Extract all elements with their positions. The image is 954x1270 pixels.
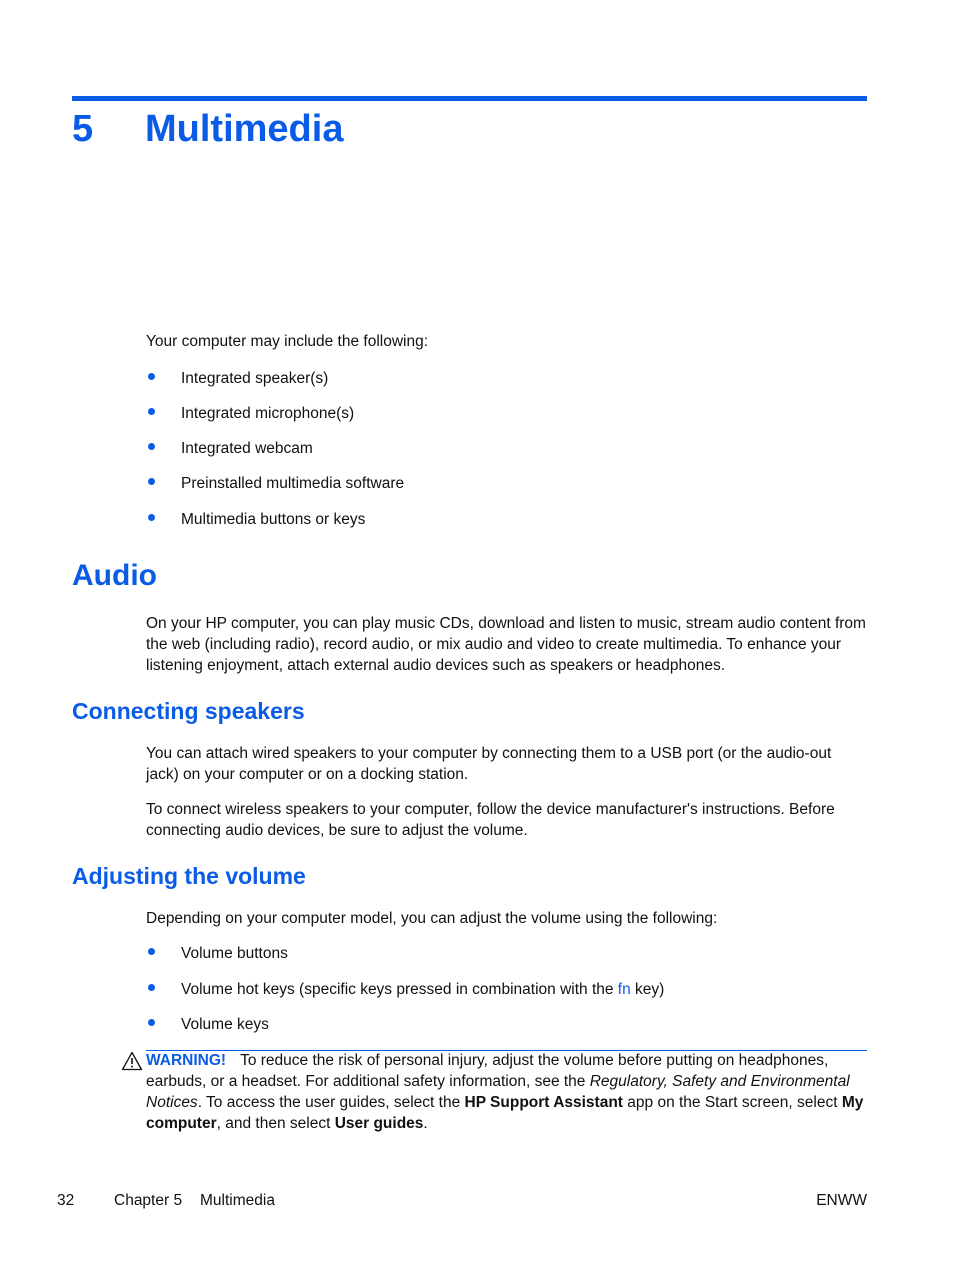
volume-text: Depending on your computer model, you can adjust the volume using the following: [146,910,718,927]
audio-text: On your HP computer, you can play music CDs, download and listen to music, stream audio content from the web (including radio), record audio, or mix audio and video to create multimedia. To enhance your listening enjoyment, attach external audio devices such as speakers or headphones. [146,615,866,674]
warning-label: WARNING! [146,1052,227,1069]
bullet-icon [148,478,155,485]
list-item: Preinstalled multimedia software [146,473,404,494]
adjusting-volume-heading: Adjusting the volume [72,863,306,889]
chapter-title-text: Multimedia [145,108,344,150]
connecting-para-2: To connect wireless speakers to your computer, follow the device manufacturer's instructions. Before connecting audio devices, be sure to adjust the volume. [146,801,835,839]
chapter-rule [72,96,867,101]
bullet-icon [148,514,155,521]
bullet-icon [148,443,155,450]
footer-code: ENWW [816,1192,867,1209]
list-item: Multimedia buttons or keys [146,509,365,530]
page-number: 32 [57,1192,75,1209]
fn-key-reference: fn [617,981,631,998]
chapter-number: 5 [72,108,94,150]
connecting-speakers-heading: Connecting speakers [72,698,305,724]
connecting-para-1: You can attach wired speakers to your computer by connecting them to a USB port (or the audio-out jack) on your computer or on a docking station. [146,745,832,783]
list-item: Integrated webcam [146,438,313,459]
intro-text: Your computer may include the following: [146,333,429,350]
user-guides: User guides [334,1115,424,1132]
bullet-icon [148,408,155,415]
bullet-icon [148,1019,155,1026]
list-item: Integrated microphone(s) [146,403,354,424]
footer-chapter-label: Chapter 5 [114,1192,183,1209]
my-computer: My computer [146,1094,864,1132]
warning-triangle-icon [121,1051,143,1071]
list-item: Volume keys [146,1014,269,1035]
list-item: Volume hot keys (specific keys pressed in combination with the fn key) [146,979,664,1000]
list-item: Volume buttons [146,943,288,964]
bullet-icon [148,984,155,991]
bullet-icon [148,373,155,380]
bullet-icon [148,948,155,955]
notices-title: Regulatory, Safety and Environmental Notices [146,1073,850,1111]
warning-note: WARNING! To reduce the risk of personal injury, adjust the volume before putting on headphones, earbuds, or a headset. For additional safety information, see the Regulatory, Safety and Environmental Notices. To access the user guides, select the HP Support Assistant app on the Start screen, select My computer, and then select User guides. [146,1052,864,1132]
chapter-title [72,108,343,151]
hp-support-assistant: HP Support Assistant [464,1094,623,1111]
footer-chapter-name: Multimedia [200,1192,275,1209]
audio-heading: Audio [72,559,157,592]
list-item: Integrated speaker(s) [146,368,328,389]
